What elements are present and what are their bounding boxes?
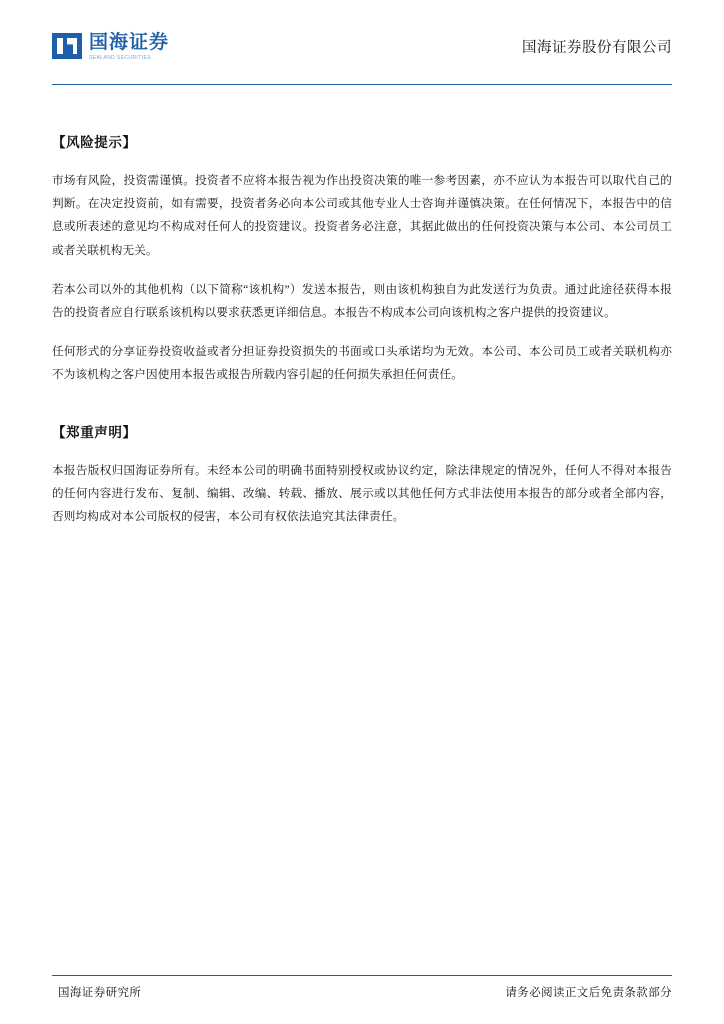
solemn-statement-paragraph-1: 本报告版权归国海证券所有。未经本公司的明确书面特别授权或协议约定，除法律规定的情况外，任何人不得对本报告的任何内容进行发布、复制、编辑、改编、转载、播放、展示或以其他任何方式非法使用本报告的部分或者全部内容，否则均构成对本公司版权的侵害，本公司有权依法追究其法律责任。 — [52, 463, 672, 523]
company-logo — [52, 33, 169, 61]
risk-warning-paragraph-2: 若本公司以外的其他机构（以下简称“该机构”）发送本报告，则由该机构独自为此发送行为负责。通过此途径获得本报告的投资者应自行联系该机构以要求获悉更详细信息。本报告不构成本公司向该机构之客户提供的投资建议。 — [52, 282, 672, 319]
footer-row — [52, 984, 672, 1000]
solemn-statement-heading: 【郑重声明】 — [52, 424, 137, 440]
footer-disclaimer-note: 请务必阅读正文后免责条款部分 — [505, 987, 672, 999]
risk-warning-paragraph-1: 市场有风险，投资需谨慎。投资者不应将本报告视为作出投资决策的唯一参考因素，亦不应认为本报告可以取代自己的判断。在决定投资前，如有需要，投资者务必向本公司或其他专业人士咨询并谨慎决策。在任何情况下，本报告中的信息或所表述的意见均不构成对任何人的投资建议。投资者务必注意，其据此做出的任何投资决策与本公司、本公司员工或者关联机构无关。 — [52, 174, 672, 257]
logo-chinese-name: 国海证券 — [89, 32, 170, 53]
document-body — [52, 85, 672, 528]
page-header — [52, 0, 672, 76]
risk-warning-heading: 【风险提示】 — [52, 135, 137, 150]
sealand-logo-icon — [52, 33, 82, 59]
header-company-title: 国海证券股份有限公司 — [522, 39, 672, 56]
footer-divider — [52, 975, 672, 976]
logo-text — [89, 33, 169, 61]
footer-research-institute: 国海证券研究所 — [58, 987, 142, 999]
risk-warning-paragraph-3: 任何形式的分享证券投资收益或者分担证券投资损失的书面或口头承诺均为无效。本公司、本公司员工或者关联机构亦不为该机构之客户因使用本报告或报告所载内容引起的任何损失承担任何责任。 — [52, 345, 672, 382]
logo-english-name: SEALAND SECURITIES — [89, 55, 151, 61]
page-footer — [52, 975, 672, 1000]
